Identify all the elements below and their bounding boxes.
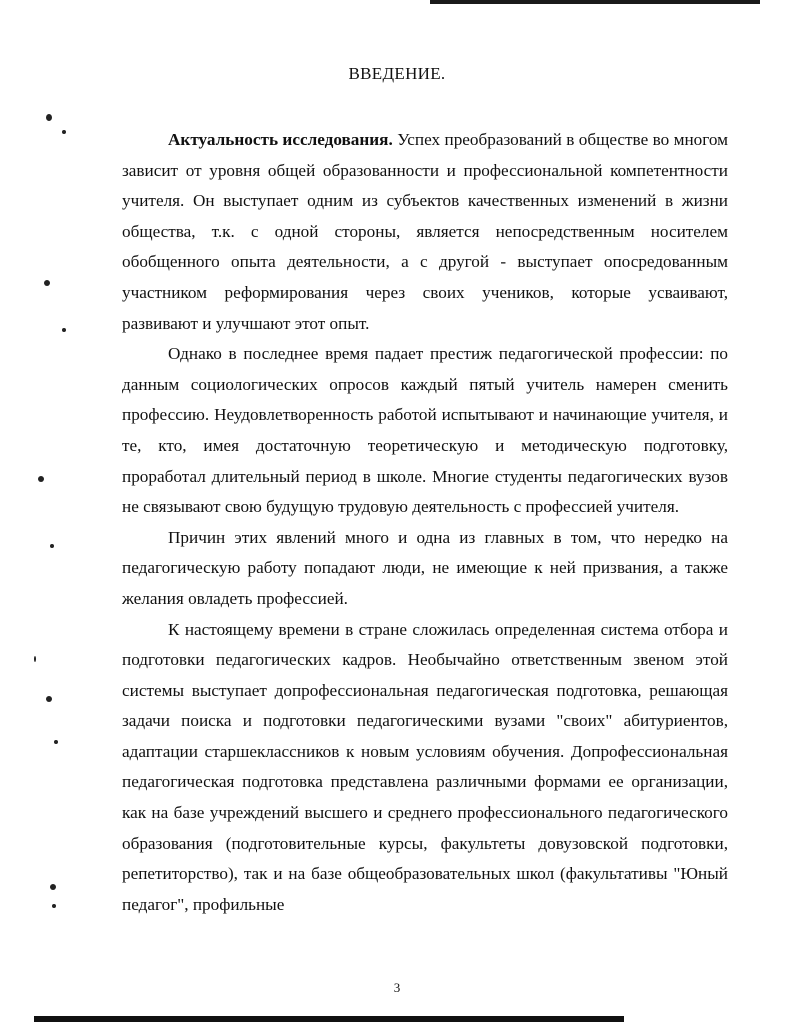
- scan-speck: [44, 280, 50, 286]
- scan-speck: [46, 696, 52, 702]
- scan-top-rule: [430, 0, 760, 4]
- paragraph-text: Причин этих явлений много и одна из главных в том, что нередко на педагогическую работу попадают люди, не имеющие к ней призвания, а также желания овладеть профессией.: [122, 527, 728, 608]
- scan-bottom-rule: [34, 1016, 624, 1022]
- paragraph-prestige: [122, 339, 728, 523]
- body-text: [122, 125, 728, 920]
- paragraph-causes: [122, 523, 728, 615]
- scan-speck: [38, 476, 44, 482]
- scan-speck: [62, 328, 66, 332]
- scan-speck: [46, 114, 52, 121]
- scan-speck: [52, 904, 56, 908]
- scan-speck: [50, 544, 54, 548]
- scan-speck: [62, 130, 66, 134]
- paragraph-system: [122, 615, 728, 921]
- page-title: ВВЕДЕНИЕ.: [348, 64, 446, 83]
- paragraph-text: К настоящему времени в стране сложилась определенная система отбора и подготовки педагогических кадров. Необычайно ответственным звеном этой системы выступает допрофессиональная педагогическая подготовка, решающая задачи поиска и подготовки педагогическими вузами "своих" абитуриентов, адаптации старшеклассников к новым условиям обучения. Допрофессиональная педагогическая подготовка представлена различными формами ее организации, как на базе учреждений высшего и среднего профессионального педагогического образования (подготовительные курсы, факультеты довузовской подготовки, репетиторство), так и на базе общеобразовательных школ (факультативы "Юный педагог", профильные: [122, 619, 728, 914]
- page-number: 3: [393, 980, 401, 995]
- scan-speck: [50, 884, 56, 890]
- scan-speck: [54, 740, 58, 744]
- paragraph-text: Успех преобразований в обществе во многом зависит от уровня общей образованности и профессиональной компетентности учителя. Он выступает одним из субъектов качественных изменений в жизни общества, т.к. с одной стороны, является непосредственным носителем обобщенного опыта деятельности, а с другой - выступает опосредованным участником реформирования через своих учеников, которые усваивают, развивают и улучшают этот опыт.: [122, 130, 729, 333]
- scan-speck: [34, 656, 36, 662]
- paragraph-text: Однако в последнее время падает престиж педагогической профессии: по данным социологических опросов каждый пятый учитель намерен сменить профессию. Неудовлетворенность работой испытывают и начинающие учителя, и те, кто, имея достаточную теоретическую и методическую подготовку, проработал длительный период в школе. Многие студенты педагогических вузов не связывают свою будущую трудовую деятельность с профессией учителя.: [122, 344, 728, 517]
- paragraph-relevance: [122, 125, 728, 339]
- paragraph-lead: Актуальность исследования.: [168, 130, 393, 149]
